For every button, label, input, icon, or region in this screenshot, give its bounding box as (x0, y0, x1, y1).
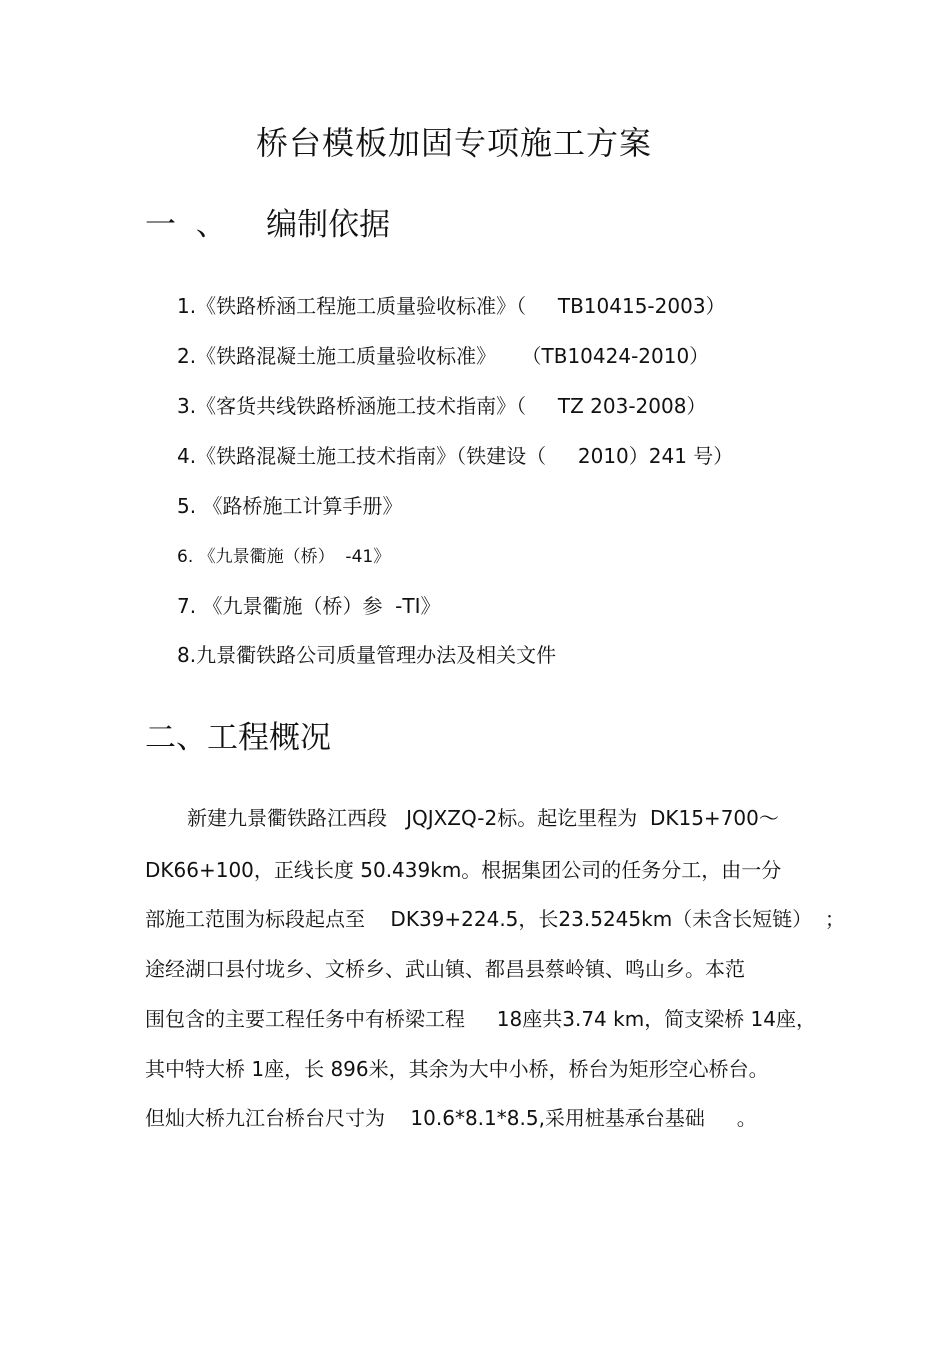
overview-line-3: 部施工范围为标段起点至 DK39+224.5，长23.5245km（未含长短链） ； (145, 907, 845, 931)
reference-item-3: 3.《客货共线铁路桥涵施工技术指南》（ TZ 203-2008） (177, 394, 707, 418)
overview-line-2: DK66+100，正线长度 50.439km。根据集团公司的任务分工，由一分 (145, 858, 782, 882)
overview-line-4: 途经湖口县付垅乡、文桥乡、武山镇、都昌县蔡岭镇、鸣山乡。本范 (145, 957, 745, 981)
overview-line-5: 围包含的主要工程任务中有桥梁工程 18座共3.74 km，简支梁桥 14座， (145, 1007, 816, 1031)
reference-item-4: 4.《铁路混凝土施工技术指南》（铁建设（ 2010）241 号） (177, 444, 734, 468)
overview-line-6: 其中特大桥 1座，长 896米，其余为大中小桥，桥台为矩形空心桥台。 (145, 1057, 769, 1081)
reference-item-8: 8.九景衢铁路公司质量管理办法及相关文件 (177, 643, 557, 667)
document-title: 桥台模板加固专项施工方案 (255, 124, 652, 162)
reference-item-2: 2.《铁路混凝土施工质量验收标准》 （TB10424-2010） (177, 344, 710, 368)
reference-item-7: 7. 《九景衢施（桥）参 -TI》 (177, 594, 441, 618)
reference-item-6: 6. 《九景衢施（桥） -41》 (177, 547, 391, 567)
reference-item-5: 5. 《路桥施工计算手册》 (177, 494, 403, 518)
overview-line-1: 新建九景衢铁路江西段 JQJXZQ-2标。起讫里程为 DK15+700～ (187, 806, 779, 830)
section-heading-overview: 二、工程概况 (145, 720, 331, 756)
reference-item-1: 1.《铁路桥涵工程施工质量验收标准》（ TB10415-2003） (177, 294, 726, 318)
overview-line-7: 但灿大桥九江台桥台尺寸为 10.6*8.1*8.5,采用桩基承台基础 。 (145, 1106, 757, 1130)
section-heading-basis: 一 、 编制依据 (145, 207, 391, 243)
